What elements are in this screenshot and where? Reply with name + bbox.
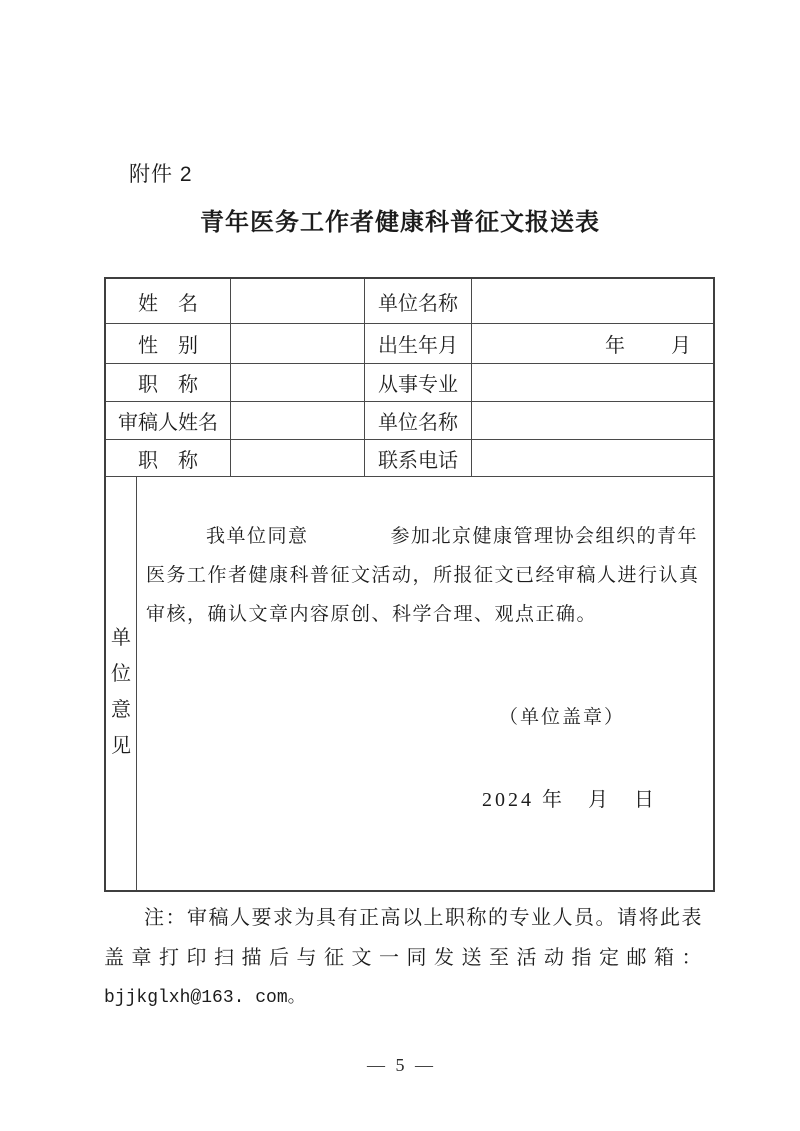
label-unit-name: 单位名称 bbox=[365, 279, 472, 323]
table-row bbox=[106, 402, 713, 440]
label-reviewer-title: 职 称 bbox=[106, 440, 231, 476]
page-number: — 5 — bbox=[367, 1055, 433, 1075]
unit-seal-hint: （单位盖章） bbox=[498, 707, 625, 728]
unit-opinion-row bbox=[106, 477, 713, 890]
label-phone: 联系电话 bbox=[365, 440, 472, 476]
label-profession: 从事专业 bbox=[365, 364, 472, 401]
page-title: 青年医务工作者健康科普征文报送表 bbox=[200, 210, 600, 236]
value-gender bbox=[231, 324, 365, 363]
attachment-label: 附件 2 bbox=[129, 163, 193, 186]
value-title bbox=[231, 364, 365, 401]
unit-opinion-label bbox=[106, 477, 137, 890]
value-phone bbox=[472, 440, 713, 476]
label-gender: 性 别 bbox=[106, 324, 231, 363]
label-name: 姓 名 bbox=[106, 279, 231, 323]
date-line: 2024 年 月 日 bbox=[482, 789, 657, 811]
label-reviewer-name: 审稿人姓名 bbox=[106, 402, 231, 439]
opinion-statement: 我单位同意 参加北京健康管理协会组织的青年医务工作者健康科普征文活动，所报征文已经审稿人进行认真审核，确认文章内容原创、科学合理、观点正确。 bbox=[146, 526, 700, 625]
label-birth-date: 出生年月 bbox=[365, 324, 472, 363]
value-reviewer-name bbox=[231, 402, 365, 439]
footnote-email: bjjkglxh@163. com。 bbox=[104, 988, 306, 1008]
unit-opinion-label-char: 位 bbox=[111, 662, 131, 685]
value-birth-date: 年 月 bbox=[605, 335, 693, 357]
table-row bbox=[106, 364, 713, 402]
label-reviewer-unit: 单位名称 bbox=[365, 402, 472, 439]
value-unit-name bbox=[472, 279, 713, 323]
unit-opinion-label-char: 单 bbox=[111, 626, 131, 649]
value-name bbox=[231, 279, 365, 323]
unit-opinion-label-char: 见 bbox=[111, 734, 131, 757]
footnote-line-1: 注：审稿人要求为具有正高以上职称的专业人员。请将此表 bbox=[144, 907, 703, 929]
table-row bbox=[106, 324, 713, 364]
value-reviewer-unit bbox=[472, 402, 713, 439]
unit-opinion-cell bbox=[137, 477, 713, 890]
table-row bbox=[106, 440, 713, 477]
value-profession bbox=[472, 364, 713, 401]
label-title: 职 称 bbox=[106, 364, 231, 401]
footnote bbox=[104, 898, 716, 1018]
form-table bbox=[104, 277, 715, 892]
footnote-line-2: 盖章打印扫描后与征文一同发送至活动指定邮箱： bbox=[104, 947, 709, 969]
unit-opinion-label-char: 意 bbox=[111, 698, 131, 721]
table-row bbox=[106, 279, 713, 324]
value-reviewer-title bbox=[231, 440, 365, 476]
